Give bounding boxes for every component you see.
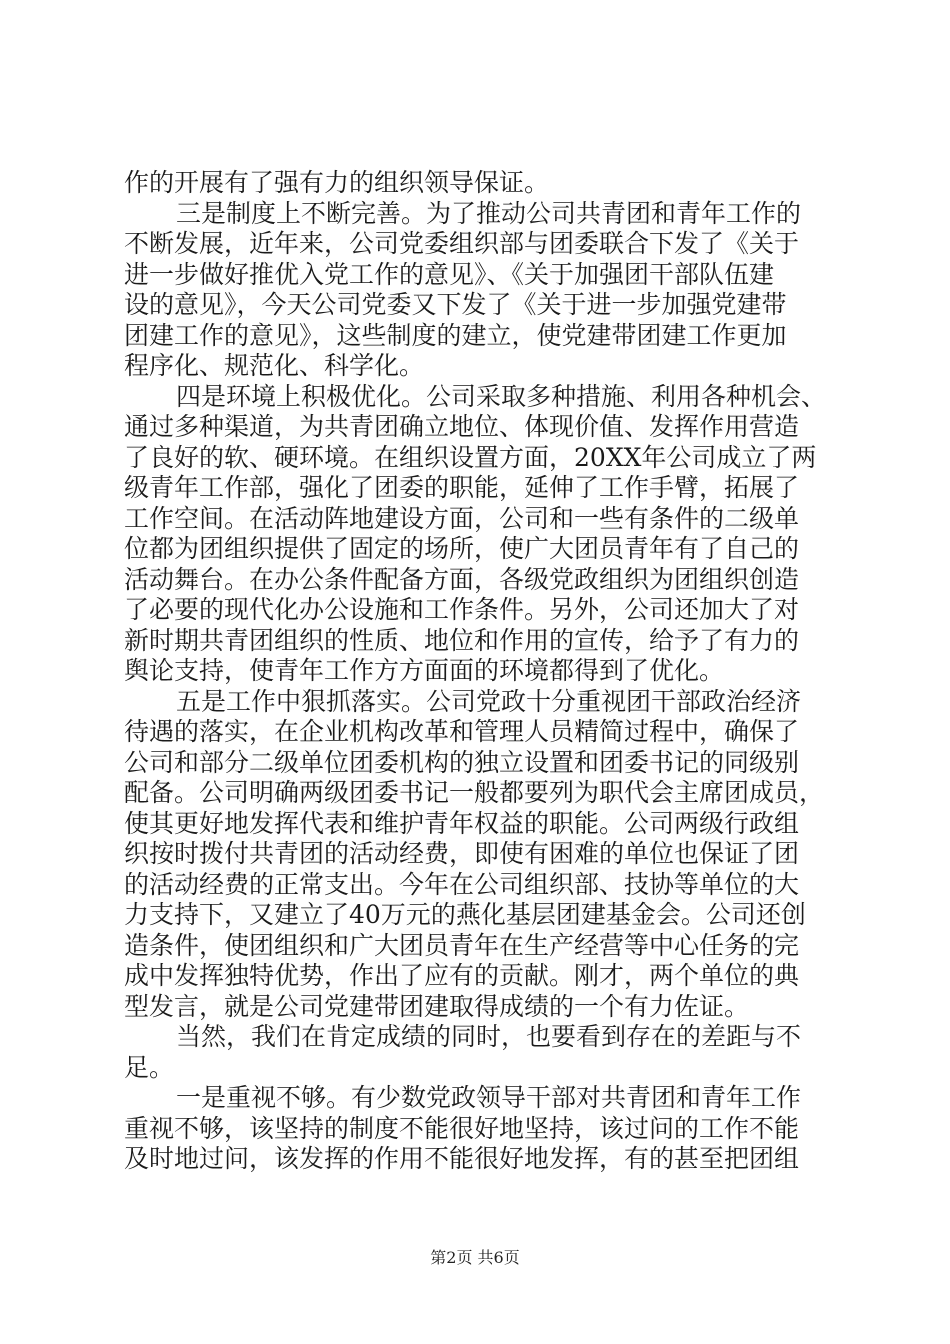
text-line-29: 当然，我们在肯定成绩的同时，也要看到存在的差距与不 <box>176 1022 802 1051</box>
text-line-19: 待遇的落实，在企业机构改革和管理人员精简过程中，确保了 <box>124 717 800 746</box>
text-line-7: 程序化、规范化、科学化。 <box>124 351 425 380</box>
text-line-23: 织按时拨付共青团的活动经费，即使有困难的单位也保证了团 <box>124 839 800 868</box>
text-line-21: 配备。公司明确两级团委书记一般都要列为职代会主席团成员， <box>124 778 825 807</box>
text-line-32: 重视不够，该坚持的制度不能很好地坚持，该过问的工作不能 <box>124 1114 800 1143</box>
text-line-30: 足。 <box>124 1053 175 1082</box>
text-line-8: 四是环境上积极优化。公司采取多种措施、利用各种机会、 <box>176 382 827 411</box>
text-line-2: 三是制度上不断完善。为了推动公司共青团和青年工作的 <box>176 199 802 228</box>
text-line-17: 舆论支持，使青年工作方方面面的环境都得到了优化。 <box>124 656 725 685</box>
text-line-20: 公司和部分二级单位团委机构的独立设置和团委书记的同级别 <box>124 748 800 777</box>
text-line-26: 造条件，使团组织和广大团员青年在生产经营等中心任务的完 <box>124 931 800 960</box>
text-line-25: 力支持下，又建立了40万元的燕化基层团建基金会。公司还创 <box>124 900 806 929</box>
text-line-27: 成中发挥独特优势，作出了应有的贡献。刚才，两个单位的典 <box>124 961 800 990</box>
text-line-24: 的活动经费的正常支出。今年在公司组织部、技协等单位的大 <box>124 870 800 899</box>
text-line-4: 进一步做好推优入党工作的意见》、《关于加强团干部队伍建 <box>124 260 775 289</box>
text-line-1: 作的开展有了强有力的组织领导保证。 <box>124 168 550 197</box>
text-line-9: 通过多种渠道，为共青团确立地位、体现价值、发挥作用营造 <box>124 412 800 441</box>
page-number-footer: 第2页 共6页 <box>430 1248 520 1267</box>
text-line-6: 团建工作的意见》，这些制度的建立，使党建带团建工作更加 <box>124 321 787 350</box>
text-line-10: 了良好的软、硬环境。在组织设置方面，20XX年公司成立了两 <box>124 443 817 472</box>
text-line-13: 位都为团组织提供了固定的场所，使广大团员青年有了自己的 <box>124 534 800 563</box>
text-line-18: 五是工作中狠抓落实。公司党政十分重视团干部政治经济 <box>176 687 802 716</box>
text-line-14: 活动舞台。在办公条件配备方面，各级党政组织为团组织创造 <box>124 565 800 594</box>
text-line-5: 设的意见》，今天公司党委又下发了《关于进一步加强党建带 <box>124 290 787 319</box>
text-line-22: 使其更好地发挥代表和维护青年权益的职能。公司两级行政组 <box>124 809 800 838</box>
text-line-11: 级青年工作部，强化了团委的职能，延伸了工作手臂，拓展了 <box>124 473 800 502</box>
text-line-33: 及时地过问，该发挥的作用不能很好地发挥，有的甚至把团组 <box>124 1144 800 1173</box>
text-line-3: 不断发展，近年来，公司党委组织部与团委联合下发了《关于 <box>124 229 800 258</box>
text-line-16: 新时期共青团组织的性质、地位和作用的宣传，给予了有力的 <box>124 626 800 655</box>
text-line-31: 一是重视不够。有少数党政领导干部对共青团和青年工作 <box>176 1083 802 1112</box>
text-line-12: 工作空间。在活动阵地建设方面，公司和一些有条件的二级单 <box>124 504 800 533</box>
text-line-28: 型发言，就是公司党建带团建取得成绩的一个有力佐证。 <box>124 992 750 1021</box>
text-line-15: 了必要的现代化办公设施和工作条件。另外，公司还加大了对 <box>124 595 800 624</box>
